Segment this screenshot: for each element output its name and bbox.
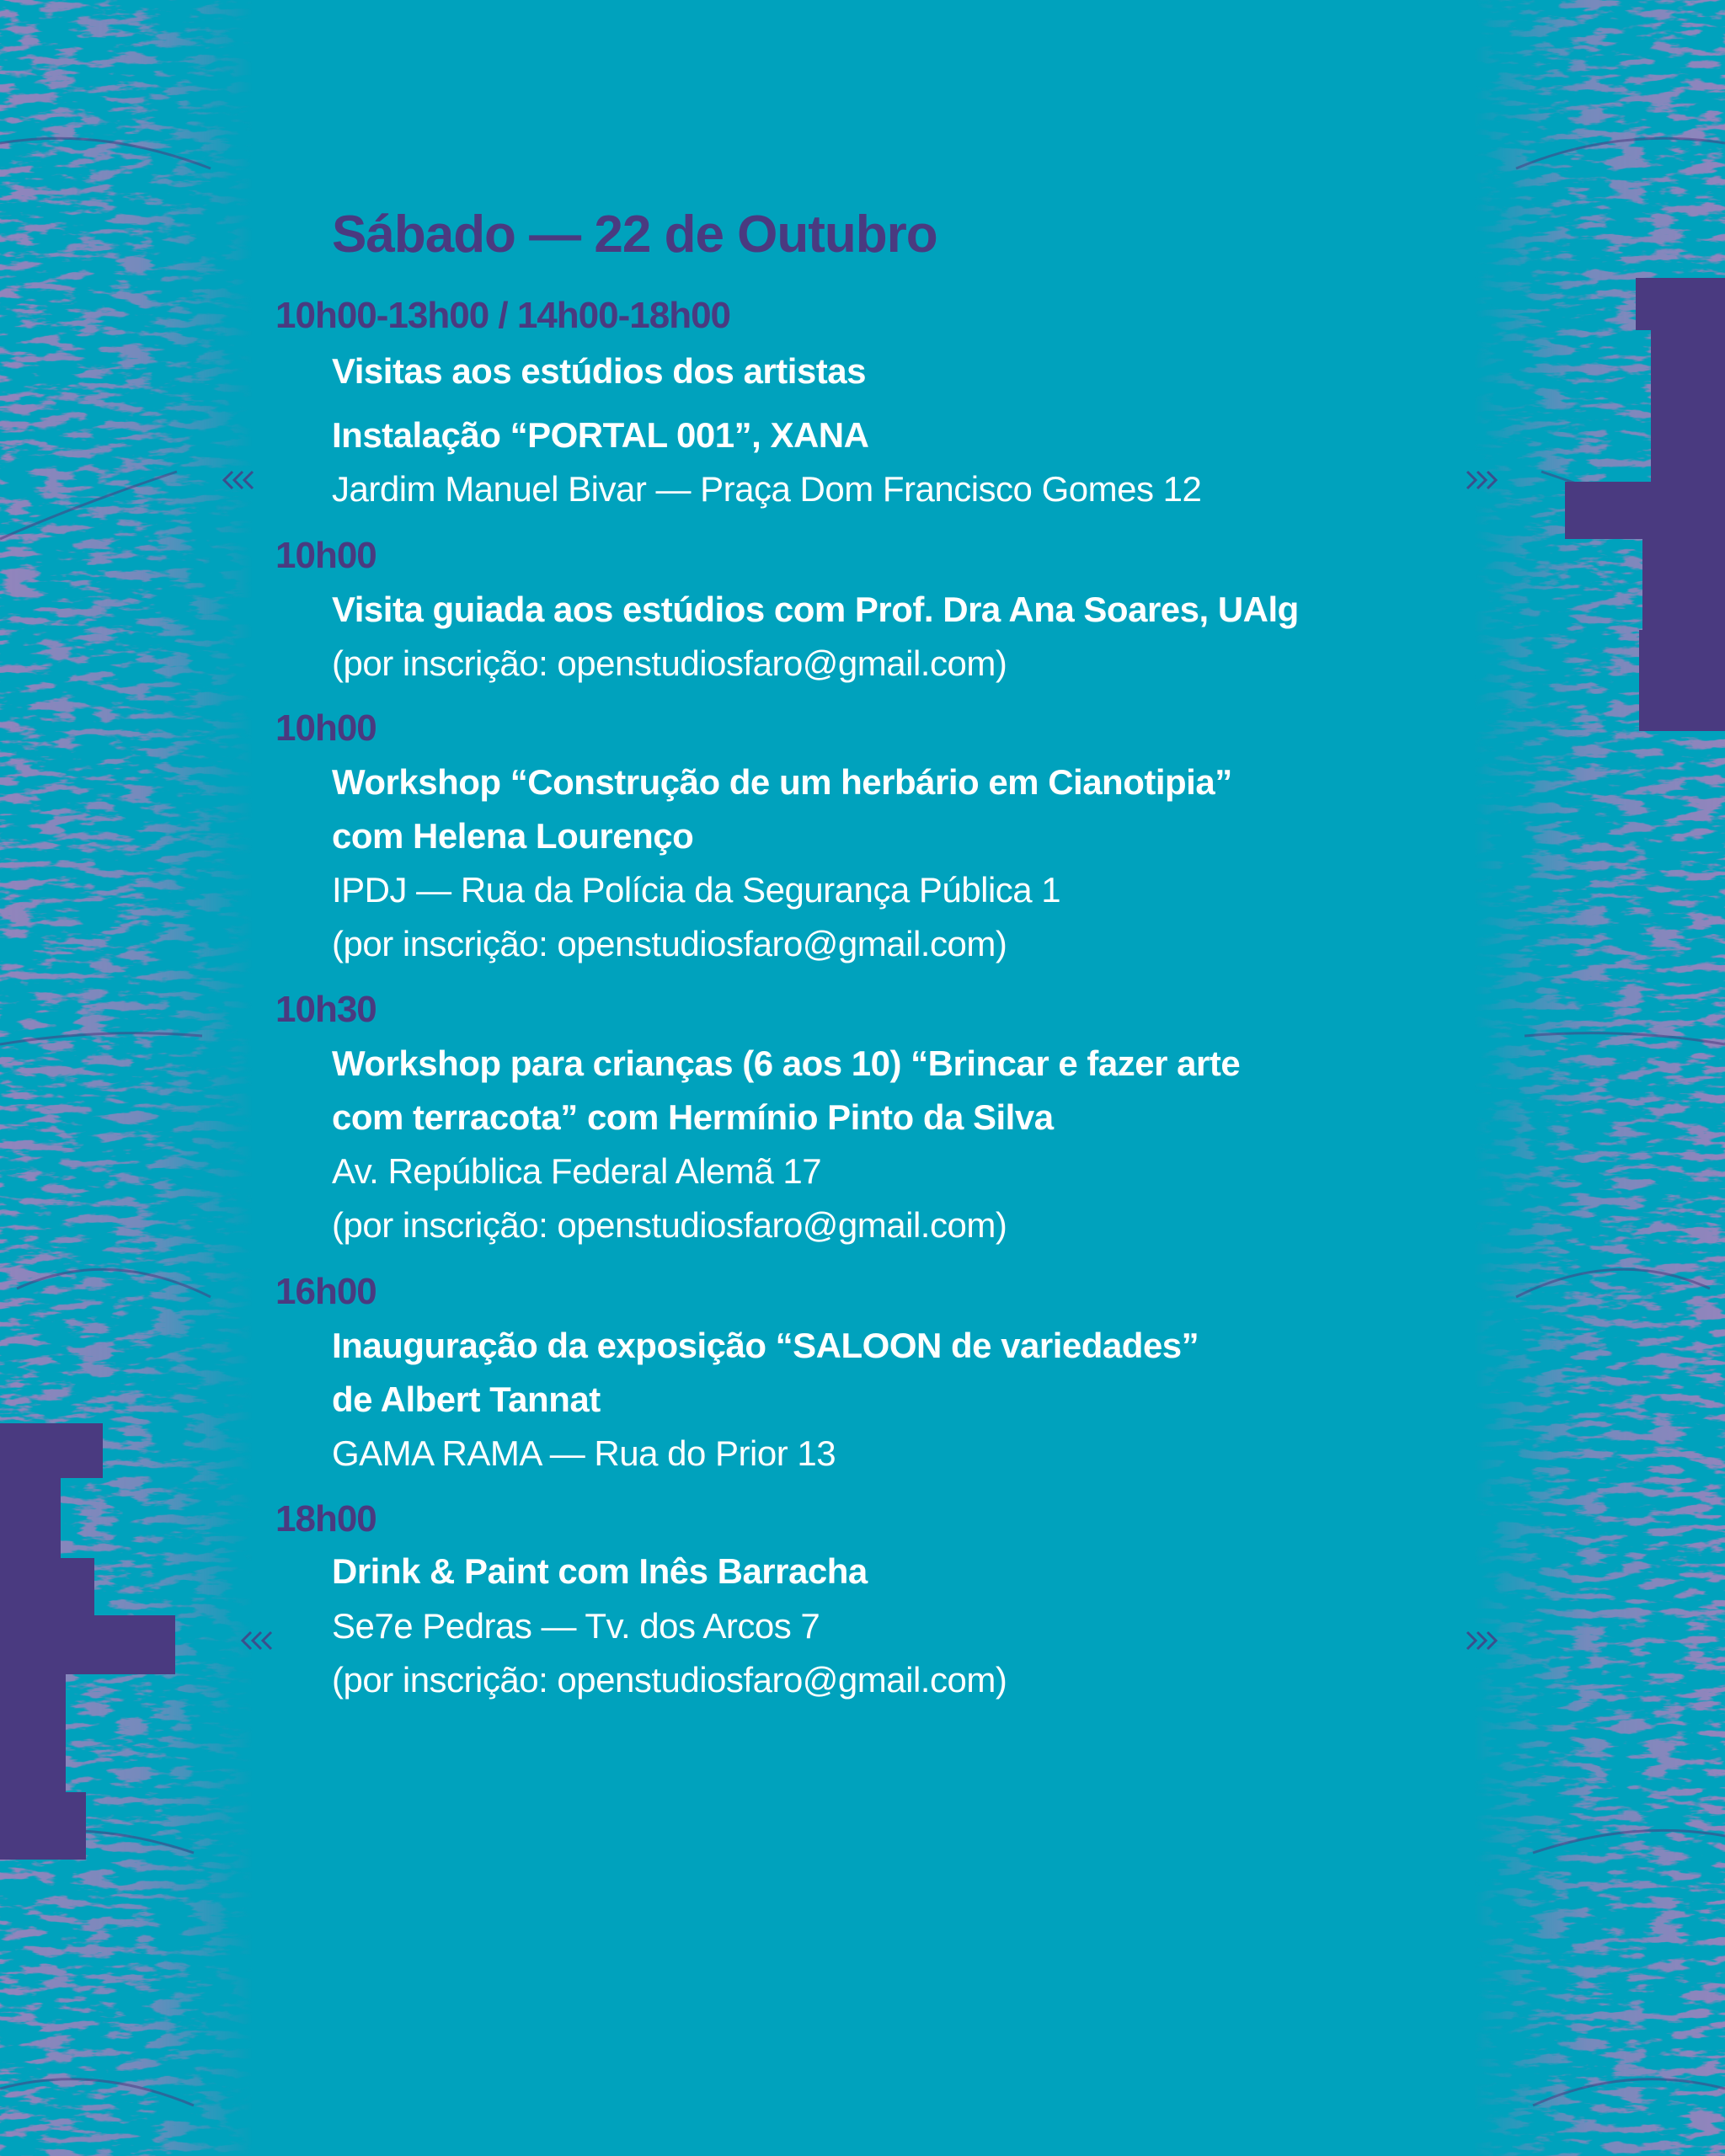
event-5-location: Av. República Federal Alemã 17: [332, 1151, 822, 1191]
event-7-time: 18h00: [275, 1498, 377, 1540]
event-4-title-line-2: com Helena Lourenço: [332, 816, 694, 856]
day-title: Sábado — 22 de Outubro: [332, 205, 937, 264]
event-6-time: 16h00: [275, 1271, 377, 1312]
event-5-time: 10h30: [275, 989, 377, 1030]
event-4-title-line-1: Workshop “Construção de um herbário em Cianotipia”: [332, 762, 1232, 802]
event-3-time: 10h00: [275, 535, 377, 576]
event-1-time: 10h00-13h00 / 14h00-18h00: [275, 295, 731, 336]
event-1-title: Visitas aos estúdios dos artistas: [332, 351, 866, 391]
event-5-registration: (por inscrição: openstudiosfaro@gmail.com): [332, 1205, 1007, 1245]
event-6-title-line-1: Inauguração da exposição “SALOON de variedades”: [332, 1326, 1199, 1365]
event-3-registration: (por inscrição: openstudiosfaro@gmail.com): [332, 643, 1007, 683]
event-7-registration: (por inscrição: openstudiosfaro@gmail.com): [332, 1660, 1007, 1700]
event-5-title-line-1: Workshop para crianças (6 aos 10) “Brincar e fazer arte: [332, 1043, 1241, 1083]
event-7-title: Drink & Paint com Inês Barracha: [332, 1551, 868, 1591]
event-6-location: GAMA RAMA — Rua do Prior 13: [332, 1433, 836, 1473]
event-5-title-line-2: com terracota” com Hermínio Pinto da Silva: [332, 1097, 1054, 1137]
event-7-location: Se7e Pedras — Tv. dos Arcos 7: [332, 1606, 820, 1646]
event-2-location: Jardim Manuel Bivar — Praça Dom Francisco Gomes 12: [332, 469, 1202, 509]
event-3-title: Visita guiada aos estúdios com Prof. Dra Ana Soares, UAlg: [332, 590, 1299, 629]
event-4-location: IPDJ — Rua da Polícia da Segurança Pública 1: [332, 870, 1061, 910]
event-4-time: 10h00: [275, 707, 377, 749]
event-4-registration: (por inscrição: openstudiosfaro@gmail.com): [332, 924, 1007, 963]
event-2-title: Instalação “PORTAL 001”, XANA: [332, 415, 869, 455]
event-6-title-line-2: de Albert Tannat: [332, 1380, 601, 1419]
